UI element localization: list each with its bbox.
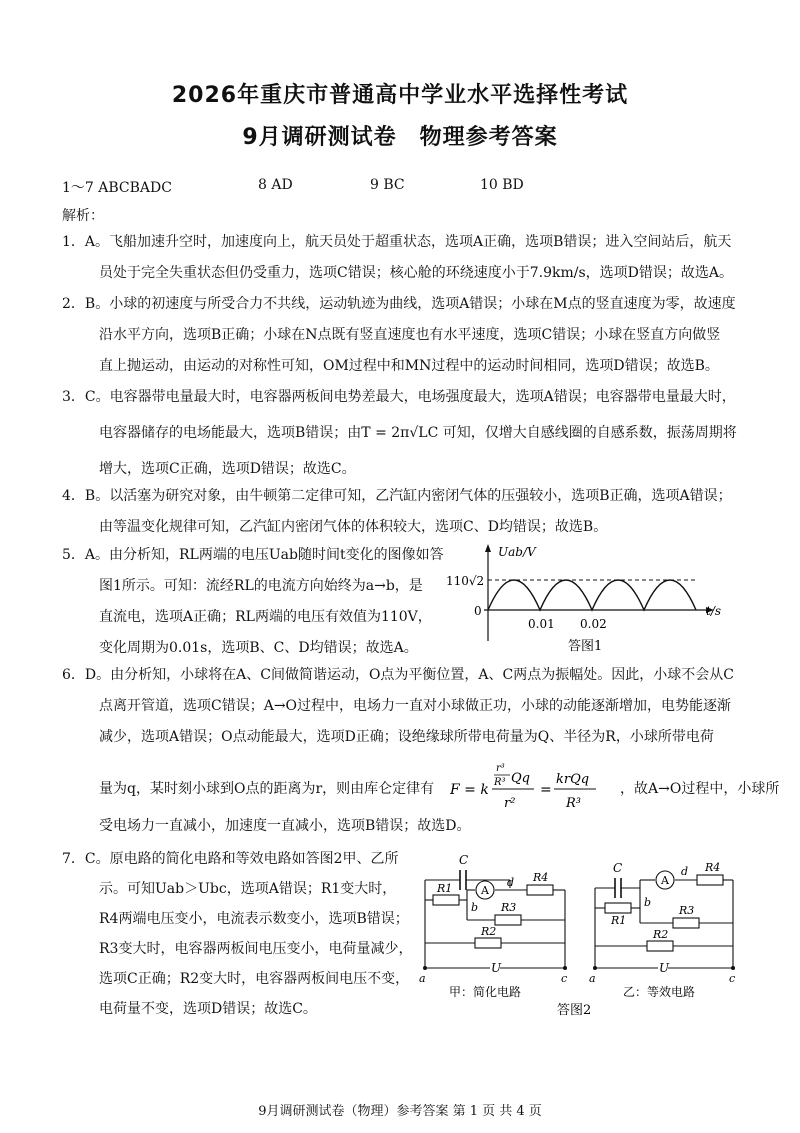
answer-10: 10 BD <box>480 177 524 193</box>
y-axis-label: Uab/V <box>498 545 536 559</box>
q5-line: 变化周期为0.01s，选项B、C、D均错误；故选A。 <box>99 640 418 656</box>
q4-line: 由等温变化规律可知，乙汽缸内密闭气体的体积较大，选项C、D均错误；故选B。 <box>99 519 608 535</box>
q2-line: 2．B。小球的初速度与所受合力不共线，运动轨迹为曲线，选项A错误；小球在M点的竖直速度为零，故速度 <box>62 296 736 312</box>
svg-text:A: A <box>661 874 669 887</box>
figure-2-caption: 答图2 <box>557 1003 592 1018</box>
q3-line: 增大，选项C正确，选项D错误；故选C。 <box>99 461 356 477</box>
q1-line: 1．A。飞船加速升空时，加速度向上，航天员处于超重状态，选项A正确，选项B错误；进入空间站后，航天 <box>62 234 732 250</box>
svg-text:R³: R³ <box>566 796 581 811</box>
svg-text:b: b <box>644 896 652 909</box>
question-6-explanation <box>62 660 734 753</box>
question-7-explanation <box>62 844 412 1024</box>
svg-text:A: A <box>481 884 489 897</box>
q5-line: 5．A。由分析知，RL两端的电压Uab随时间t变化的图像如答 <box>62 547 444 563</box>
y-axis-arrow <box>485 544 491 552</box>
svg-text:F = k: F = k <box>450 782 489 798</box>
answer-figure-2-circuits <box>415 848 745 1020</box>
q5-line: 直流电，选项A正确；RL两端的电压有效值为110V， <box>99 609 432 625</box>
page-footer: 9月调研测试卷（物理）参考答案 第 1 页 共 4 页 <box>258 1104 542 1119</box>
origin-label: 0 <box>474 604 482 618</box>
tick-label-002: 0.02 <box>580 617 607 631</box>
q6-line: 点离开管道，选项C错误；A→O过程中，电场力一直对小球做正功，小球的动能逐渐增加，电势能逐渐 <box>99 698 732 714</box>
q7-line: 电荷量不变，选项D错误；故选C。 <box>99 1001 317 1017</box>
circuit-yi-caption: 乙：等效电路 <box>623 985 696 999</box>
svg-text:R4: R4 <box>705 861 721 874</box>
exam-subtitle: 9月调研测试卷 物理参考答案 <box>242 125 558 150</box>
svg-text:U: U <box>491 961 502 975</box>
q6-line: 减少，选项A错误；O点动能最大，选项D正确；设绝缘球所带电荷量为Q、半径为R，小球所带电荷 <box>99 729 714 745</box>
q7-line: R4两端电压变小，电流表示数变小，选项B错误； <box>99 911 409 927</box>
svg-text:R1: R1 <box>611 914 627 927</box>
q6-last-line: 受电场力一直减小，加速度一直减小，选项B错误；故选D。 <box>99 818 471 834</box>
svg-text:Qq: Qq <box>511 771 530 786</box>
question-5-explanation <box>62 540 444 664</box>
svg-text:R4: R4 <box>533 871 549 884</box>
figure-1-caption: 答图1 <box>568 639 603 654</box>
svg-text:c: c <box>729 972 736 985</box>
q5-line: 图1所示。可知：流经RL的电流方向始终为a→b，是 <box>99 578 423 594</box>
svg-text:r³: r³ <box>496 763 505 774</box>
svg-text:d: d <box>681 865 689 878</box>
svg-text:d: d <box>507 876 515 889</box>
svg-text:C: C <box>459 853 469 867</box>
rectified-sine-curve <box>488 580 696 610</box>
question-4-explanation <box>62 481 732 543</box>
answer-9: 9 BC <box>370 177 405 193</box>
svg-text:R3: R3 <box>679 904 695 917</box>
circuit-jia-caption: 甲：简化电路 <box>449 985 522 999</box>
svg-text:krQq: krQq <box>556 772 590 787</box>
svg-text:U: U <box>659 961 670 975</box>
tick-label-001: 0.01 <box>528 617 555 631</box>
q7-line: 示。可知Uab＞Ubc，选项A错误；R1变大时， <box>99 881 397 897</box>
svg-text:C: C <box>613 861 623 875</box>
q7-line: 选项C正确；R2变大时，电容器两板间电压不变， <box>99 971 410 987</box>
svg-text:=: = <box>540 782 552 798</box>
question-3-explanation <box>62 379 737 487</box>
svg-text:R2: R2 <box>653 928 669 941</box>
answers-1-7: 1～7 ABCBADC <box>62 180 172 196</box>
q7-line: R3变大时，电容器两板间电压变小，电荷量减少， <box>99 941 413 957</box>
q6-formula-line-text-left: 量为q，某时刻小球到O点的距离为r，则由库仑定律有 <box>99 781 435 797</box>
q6-line: 6．D。由分析知，小球将在A、C间做简谐运动，O点为平衡位置，A、C两点为振幅处。因此，小球不会从C <box>62 667 734 683</box>
q6-formula-line-text-right: ，故A→O过程中，小球所 <box>620 781 780 797</box>
question-2-explanation <box>62 289 736 382</box>
svg-text:c: c <box>561 972 568 985</box>
svg-text:R1: R1 <box>437 882 453 895</box>
svg-text:r²: r² <box>504 796 516 811</box>
q2-line: 沿水平方向，选项B正确；小球在N点既有竖直速度也有水平速度，选项C错误；小球在竖直方向做竖 <box>99 327 721 343</box>
q1-line: 员处于完全失重状态但仍受重力，选项C错误；核心舱的环绕速度小于7.9km/s，选项D错误；故选A。 <box>99 265 733 281</box>
svg-text:R³: R³ <box>494 777 506 788</box>
answer-figure-1-voltage-graph <box>440 538 730 658</box>
q4-line: 4．B。以活塞为研究对象，由牛顿第二定律可知，乙汽缸内密闭气体的压强较小，选项B正确，选项A错误； <box>62 488 732 504</box>
q3-line: 3．C。电容器带电量最大时，电容器两板间电势差最大，电场强度最大，选项A错误；电容器带电量最大时， <box>62 389 736 405</box>
svg-text:a: a <box>589 972 596 985</box>
svg-text:R3: R3 <box>501 901 517 914</box>
analysis-label: 解析： <box>62 208 104 224</box>
svg-text:b: b <box>471 901 479 914</box>
x-axis-label: t/s <box>706 604 722 618</box>
answer-8: 8 AD <box>258 177 293 193</box>
svg-text:a: a <box>419 972 426 985</box>
peak-label: 110√2 <box>446 574 485 588</box>
coulomb-formula <box>450 755 620 825</box>
q7-line: 7．C。原电路的简化电路和等效电路如答图2甲、乙所 <box>62 851 399 867</box>
q3-line: 电容器储存的电场能最大，选项B错误；由T = 2π√LC 可知，仅增大自感线圈的自感系数，振荡周期将 <box>99 425 737 441</box>
q2-line: 直上抛运动，由运动的对称性可知，OM过程中和MN过程中的运动时间相同，选项D错误；故选B。 <box>99 358 719 374</box>
svg-text:R2: R2 <box>481 925 497 938</box>
question-1-explanation <box>62 227 733 289</box>
exam-title: 2026年重庆市普通高中学业水平选择性考试 <box>171 83 629 108</box>
